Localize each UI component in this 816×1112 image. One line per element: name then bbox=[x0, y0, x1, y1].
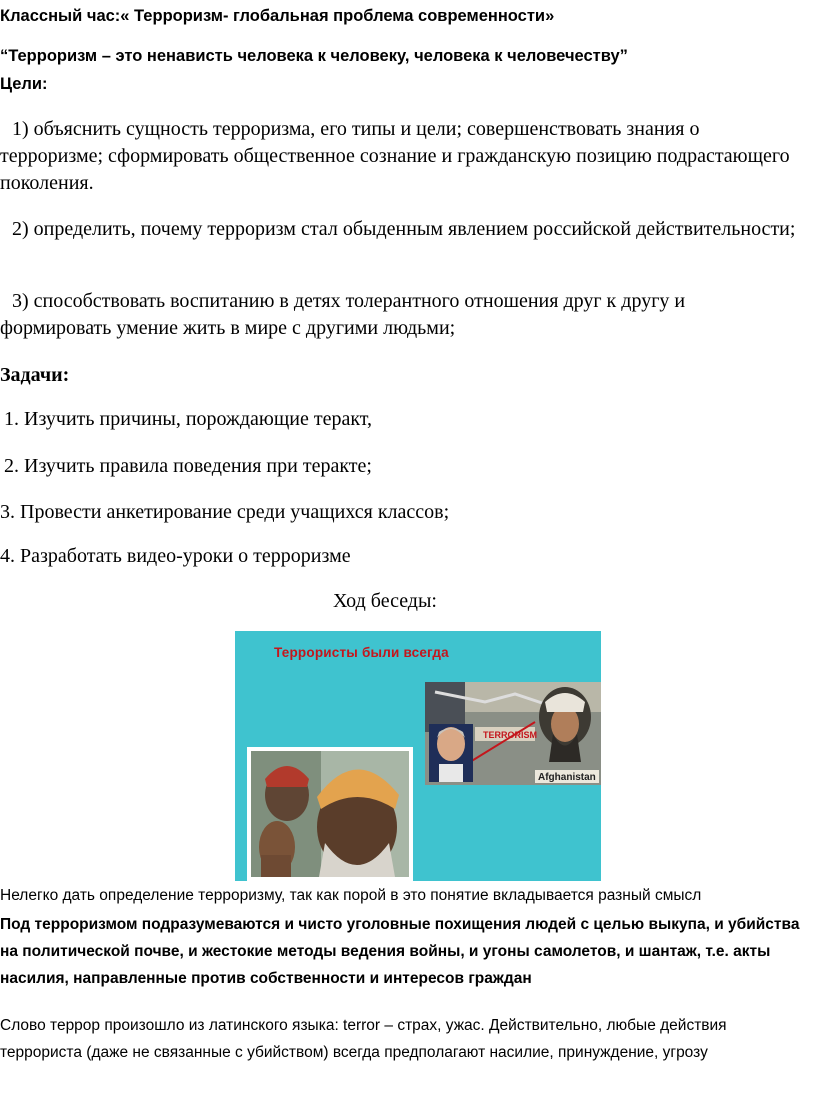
goal-item-3: 3) способствовать воспитанию в детях толерантного отношения друг к другу и формировать умение жить в мире с другими людьми; bbox=[0, 290, 686, 339]
goals-heading: Цели: bbox=[0, 75, 48, 93]
goal-item-1: 1) объяснить сущность терроризма, его типы и цели; совершенствовать знания о терроризме; сформировать общественное сознание и гражданскую позицию подрастающего поколения. bbox=[0, 118, 790, 194]
collage-illustration bbox=[425, 682, 601, 785]
conversation-heading: Ход беседы: bbox=[333, 590, 437, 612]
task-item-3: 3. Провести анкетирование среди учащихся классов; bbox=[0, 501, 450, 523]
title: Классный час:« Терроризм- глобальная проблема современности» bbox=[0, 7, 555, 25]
paragraph-terrorism-meaning: Под терроризмом подразумеваются и чисто уголовные похищения людей с целью выкупа, и убийства на политической почве, и жестокие методы ведения войны, и угоны самолетов, и шантаж, т.е. акты насилия, направленные против собственности и интересов граждан bbox=[0, 916, 800, 987]
paragraph-word-origin: Слово террор произошло из латинского языка: terror – страх, ужас. Действительно, любые действия террориста (даже не связанные с убийством) всегда предполагают насилие, принуждение, угрозу bbox=[0, 1017, 727, 1061]
portrait-photo bbox=[247, 747, 413, 881]
goal-item-2: 2) определить, почему терроризм стал обыденным явлением российской действительности; bbox=[12, 218, 796, 240]
collage-photo bbox=[425, 682, 601, 785]
slide-title: Террористы были всегда bbox=[274, 645, 449, 660]
slide-image bbox=[235, 631, 601, 881]
task-item-2: 2. Изучить правила поведения при теракте; bbox=[4, 455, 372, 477]
task-item-1: 1. Изучить причины, порождающие теракт, bbox=[4, 408, 373, 430]
task-item-4: 4. Разработать видео-уроки о терроризме bbox=[0, 545, 351, 567]
paragraph-definition: Нелегко дать определение терроризму, так как порой в это понятие вкладывается разный смысл bbox=[0, 887, 702, 904]
tasks-heading: Задачи: bbox=[0, 364, 70, 386]
collage-sign-text: TERRORISM bbox=[483, 730, 537, 740]
portrait-illustration bbox=[247, 747, 413, 881]
epigraph-quote: “Терроризм – это ненависть человека к человеку, человека к человечеству” bbox=[0, 47, 628, 65]
collage-label: Afghanistan bbox=[538, 772, 596, 783]
